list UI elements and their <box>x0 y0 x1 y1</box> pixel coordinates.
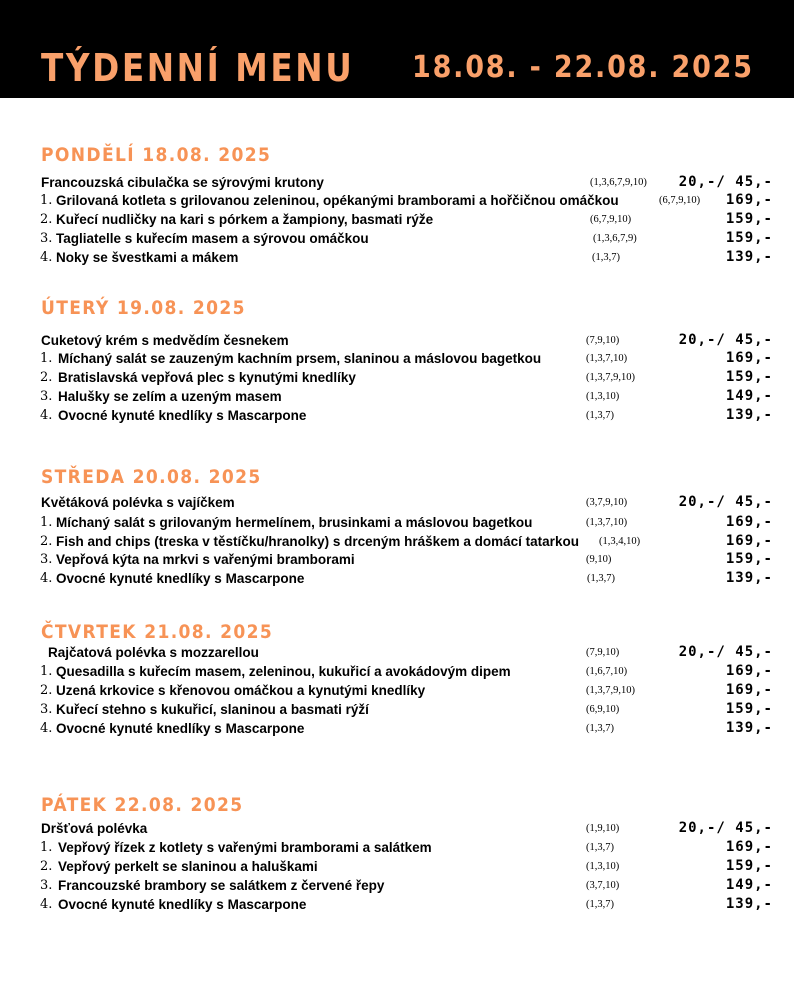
item-name: Květáková polévka s vajíčkem <box>41 495 235 510</box>
item-price: 139,- <box>725 249 773 265</box>
item-number: 3. <box>40 552 53 567</box>
item-price: 159,- <box>725 369 773 385</box>
item-name: Míchaný salát s grilovaným hermelínem, brusinkami a máslovou bagetkou <box>56 515 533 530</box>
item-price: 139,- <box>725 407 773 423</box>
item-number: 2. <box>40 212 53 227</box>
item-number: 3. <box>40 702 53 717</box>
meal-row <box>0 229 794 248</box>
item-price: 159,- <box>725 701 773 717</box>
item-name: Fish and chips (treska v těstíčku/hranolky) s drceným hráškem a domácí tatarkou <box>56 534 579 549</box>
date-range: 18.08. - 22.08. 2025 <box>412 50 754 85</box>
soup-row <box>0 493 794 512</box>
item-number: 3. <box>40 231 53 246</box>
item-price: 169,- <box>725 514 773 530</box>
item-number: 4. <box>40 897 53 912</box>
item-allergens: (1,3,7) <box>586 842 614 853</box>
item-allergens: (1,3,7) <box>586 410 614 421</box>
item-price: 169,- <box>725 350 773 366</box>
meal-row <box>0 532 794 551</box>
item-number: 1. <box>40 193 53 208</box>
item-allergens: (7,9,10) <box>586 335 620 346</box>
item-name: Kuřecí stehno s kukuřicí, slaninou a basmati rýží <box>56 702 369 717</box>
day-heading: STŘEDA 20.08. 2025 <box>41 466 262 488</box>
item-name: Bratislavská vepřová plec s kynutými knedlíky <box>58 370 356 385</box>
item-allergens: (3,7,10) <box>586 880 620 891</box>
item-number: 4. <box>40 571 53 586</box>
item-allergens: (3,7,9,10) <box>586 497 628 508</box>
item-name: Tagliatelle s kuřecím masem a sýrovou omáčkou <box>56 231 369 246</box>
item-name: Kuřecí nudličky na kari s pórkem a žampiony, basmati rýže <box>56 212 434 227</box>
item-number: 2. <box>40 683 53 698</box>
menu-title: TÝDENNÍ MENU <box>41 46 355 90</box>
meal-row <box>0 895 794 914</box>
item-price: 169,- <box>725 533 773 549</box>
item-price: 139,- <box>725 896 773 912</box>
item-price: 139,- <box>725 570 773 586</box>
item-price: 20,-/ 45,- <box>678 494 773 510</box>
item-name: Uzená krkovice s křenovou omáčkou a kynutými knedlíky <box>56 683 426 698</box>
item-price: 169,- <box>725 192 773 208</box>
item-name: Vepřový perkelt se slaninou a haluškami <box>58 859 318 874</box>
item-price: 139,- <box>725 720 773 736</box>
item-name: Ovocné kynuté knedlíky s Mascarpone <box>58 897 307 912</box>
item-allergens: (6,7,9,10) <box>659 195 701 206</box>
item-allergens: (1,3,7,9,10) <box>586 685 635 696</box>
day-heading: ÚTERÝ 19.08. 2025 <box>41 297 246 319</box>
soup-row <box>0 173 794 192</box>
item-price: 20,-/ 45,- <box>678 644 773 660</box>
item-name: Vepřová kýta na mrkvi s vařenými bramborami <box>56 552 355 567</box>
soup-row <box>0 643 794 662</box>
item-price: 20,-/ 45,- <box>678 174 773 190</box>
item-allergens: (1,3,6,7,9) <box>593 233 637 244</box>
item-number: 1. <box>40 351 53 366</box>
meal-row <box>0 349 794 368</box>
meal-row <box>0 406 794 425</box>
item-name: Francouzská cibulačka se sýrovými krutony <box>41 175 324 190</box>
item-price: 159,- <box>725 858 773 874</box>
item-price: 169,- <box>725 663 773 679</box>
item-number: 1. <box>40 515 53 530</box>
item-price: 159,- <box>725 551 773 567</box>
item-allergens: (1,3,10) <box>586 861 620 872</box>
meal-row <box>0 387 794 406</box>
item-price: 20,-/ 45,- <box>678 332 773 348</box>
item-number: 4. <box>40 721 53 736</box>
item-price: 169,- <box>725 839 773 855</box>
meal-row <box>0 700 794 719</box>
meal-row <box>0 838 794 857</box>
day-heading: PÁTEK 22.08. 2025 <box>41 794 244 816</box>
item-price: 149,- <box>725 877 773 893</box>
item-name: Francouzské brambory se salátkem z červené řepy <box>58 878 385 893</box>
meal-row <box>0 248 794 267</box>
item-allergens: (1,3,6,7,9,10) <box>590 177 647 188</box>
item-allergens: (1,3,10) <box>586 391 620 402</box>
item-allergens: (1,3,4,10) <box>599 536 641 547</box>
header-bar <box>0 0 794 98</box>
item-allergens: (1,3,7,10) <box>586 353 628 364</box>
item-price: 149,- <box>725 388 773 404</box>
item-allergens: (1,3,7) <box>586 723 614 734</box>
item-number: 3. <box>40 389 53 404</box>
item-name: Noky se švestkami a mákem <box>56 250 239 265</box>
meal-row <box>0 876 794 895</box>
meal-row <box>0 550 794 569</box>
meal-row <box>0 368 794 387</box>
soup-row <box>0 819 794 838</box>
item-price: 159,- <box>725 230 773 246</box>
meal-row <box>0 569 794 588</box>
item-price: 169,- <box>725 682 773 698</box>
item-name: Cuketový krém s medvědím česnekem <box>41 333 289 348</box>
item-number: 2. <box>40 370 53 385</box>
item-allergens: (6,9,10) <box>586 704 620 715</box>
item-allergens: (1,3,7,10) <box>586 517 628 528</box>
item-name: Ovocné kynuté knedlíky s Mascarpone <box>56 571 305 586</box>
item-number: 1. <box>40 664 53 679</box>
item-allergens: (1,3,7) <box>587 573 615 584</box>
meal-row <box>0 210 794 229</box>
item-name: Ovocné kynuté knedlíky s Mascarpone <box>58 408 307 423</box>
item-number: 4. <box>40 250 53 265</box>
item-number: 2. <box>40 859 53 874</box>
soup-row <box>0 331 794 350</box>
meal-row <box>0 857 794 876</box>
day-heading: PONDĚLÍ 18.08. 2025 <box>41 144 272 166</box>
item-name: Halušky se zelím a uzeným masem <box>58 389 282 404</box>
item-allergens: (7,9,10) <box>586 647 620 658</box>
item-allergens: (1,3,7,9,10) <box>586 372 635 383</box>
item-name: Dršťová polévka <box>41 821 148 836</box>
meal-row <box>0 191 794 210</box>
item-allergens: (6,7,9,10) <box>590 214 632 225</box>
item-name: Vepřový řízek z kotlety s vařenými bramborami a salátkem <box>58 840 432 855</box>
item-allergens: (1,3,7) <box>592 252 620 263</box>
item-allergens: (1,6,7,10) <box>586 666 628 677</box>
item-name: Ovocné kynuté knedlíky s Mascarpone <box>56 721 305 736</box>
item-price: 159,- <box>725 211 773 227</box>
item-allergens: (9,10) <box>586 554 612 565</box>
item-number: 2. <box>40 534 53 549</box>
item-name: Rajčatová polévka s mozzarellou <box>48 645 259 660</box>
meal-row <box>0 719 794 738</box>
meal-row <box>0 662 794 681</box>
item-name: Quesadilla s kuřecím masem, zeleninou, kukuřicí a avokádovým dipem <box>56 664 511 679</box>
item-number: 4. <box>40 408 53 423</box>
day-heading: ČTVRTEK 21.08. 2025 <box>41 621 274 643</box>
meal-row <box>0 513 794 532</box>
meal-row <box>0 681 794 700</box>
item-number: 3. <box>40 878 53 893</box>
item-price: 20,-/ 45,- <box>678 820 773 836</box>
item-allergens: (1,3,7) <box>586 899 614 910</box>
item-name: Grilovaná kotleta s grilovanou zeleninou, opékanými bramborami a hořčičnou omáčkou <box>56 193 619 208</box>
item-allergens: (1,9,10) <box>586 823 620 834</box>
item-number: 1. <box>40 840 53 855</box>
item-name: Míchaný salát se zauzeným kachním prsem, slaninou a máslovou bagetkou <box>58 351 542 366</box>
